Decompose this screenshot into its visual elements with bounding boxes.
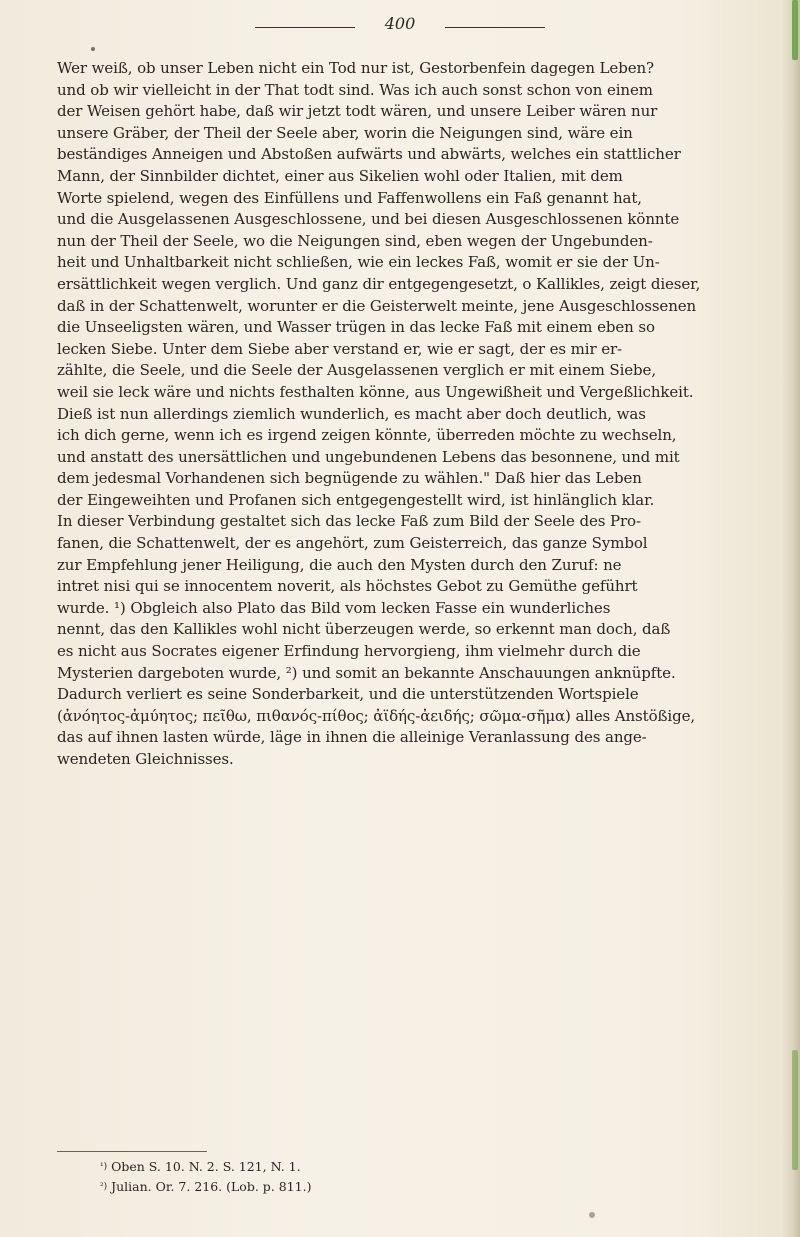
margin-tab-mark-bottom [792, 1050, 798, 1170]
footnote-text: Oben S. 10. N. 2. S. 121, N. 1. [111, 1159, 301, 1174]
text-line: (ἀνόητος-ἀμύητος; πεῖθω, πιθανός-πίθος; ἀϊδής-ἀειδής; σῶμα-σῆμα) alles Anstößige, [57, 706, 696, 725]
text-line: daß in der Schattenwelt, worunter er die Geisterwelt meinte, jene Ausgeschlossenen [57, 296, 697, 315]
text-line: es nicht aus Socrates eigener Erfindung hervorgieng, ihm vielmehr durch die [57, 642, 641, 661]
text-line: wurde. ¹) Obgleich also Plato das Bild vom lecken Fasse ein wunderliches [57, 598, 611, 617]
text-line: Mysterien dargeboten wurde, ²) und somit an bekannte Anschauungen anknüpfte. [57, 663, 676, 682]
text-line: Dieß ist nun allerdings ziemlich wunderlich, es macht aber doch deutlich, was [57, 404, 646, 423]
text-line: zur Empfehlung jener Heiligung, die auch den Mysten durch den Zuruf: ne [57, 555, 622, 574]
text-line: der Eingeweihten und Profanen sich entgegengestellt wird, ist hinlänglich klar. [57, 490, 655, 509]
body-text [57, 58, 790, 771]
text-line: und die Ausgelassenen Ausgeschlossene, und bei diesen Ausgeschlossenen könnte [57, 210, 680, 229]
text-line: das auf ihnen lasten würde, läge in ihnen die alleinige Veranlassung des ange- [57, 728, 647, 747]
text-line: fanen, die Schattenwelt, der es angehört, zum Geisterreich, das ganze Symbol [57, 534, 648, 553]
text-line: weil sie leck wäre und nichts festhalten könne, aus Ungewißheit und Vergeßlichkeit. [57, 382, 694, 401]
footnote-mark: ¹) [100, 1162, 108, 1172]
text-line: In dieser Verbindung gestaltet sich das lecke Faß zum Bild der Seele des Pro- [57, 512, 641, 531]
text-line: wendeten Gleichnisses. [57, 750, 234, 768]
ink-speck [589, 1212, 595, 1218]
footnote-1 [100, 1157, 700, 1177]
text-line: beständiges Anneigen und Abstoßen aufwärts und abwärts, welches ein stattlicher [57, 145, 681, 164]
footnote-mark: ²) [100, 1182, 108, 1192]
text-line: Dadurch verliert es seine Sonderbarkeit, und die unterstützenden Wortspiele [57, 685, 639, 704]
footnote-text: Julian. Or. 7. 216. (Lob. p. 811.) [111, 1179, 312, 1194]
text-line: und anstatt des unersättlichen und ungebundenen Lebens das besonnene, und mit [57, 447, 680, 466]
text-line: unsere Gräber, der Theil der Seele aber, worin die Neigungen sind, wäre ein [57, 123, 633, 142]
ink-speck [91, 47, 95, 51]
text-line: lecken Siebe. Unter dem Siebe aber verstand er, wie er sagt, der es mir er- [57, 339, 623, 358]
text-line: nun der Theil der Seele, wo die Neigungen sind, eben wegen der Ungebunden- [57, 231, 653, 250]
header-rule-right [445, 27, 545, 28]
text-line: Wer weiß, ob unser Leben nicht ein Tod nur ist, Gestorbenfein dagegen Leben? [57, 59, 654, 77]
page-number: 400 [384, 14, 416, 33]
text-line: der Weisen gehört habe, daß wir jetzt todt wären, und unsere Leiber wären nur [57, 102, 658, 121]
text-line: Worte spielend, wegen des Einfüllens und Faffenwollens ein Faß genannt hat, [57, 188, 642, 207]
text-line: heit und Unhaltbarkeit nicht schließen, wie ein leckes Faß, womit er sie der Un- [57, 253, 660, 272]
header-rule-left [255, 27, 355, 28]
text-line: zählte, die Seele, und die Seele der Ausgelassenen verglich er mit einem Siebe, [57, 361, 656, 380]
text-line: die Unseeligsten wären, und Wasser trügen in das lecke Faß mit einem eben so [57, 318, 655, 337]
text-line: ich dich gerne, wenn ich es irgend zeigen könnte, überreden möchte zu wechseln, [57, 426, 677, 445]
text-line: Mann, der Sinnbilder dichtet, einer aus Sikelien wohl oder Italien, mit dem [57, 166, 623, 185]
footnote-separator [57, 1151, 207, 1152]
text-line: ersättlichkeit wegen verglich. Und ganz dir entgegengesetzt, o Kallikles, zeigt dieser, [57, 274, 701, 293]
text-line: nennt, das den Kallikles wohl nicht überzeugen werde, so erkennt man doch, daß [57, 620, 671, 639]
footnotes [100, 1157, 700, 1197]
text-line: intret nisi qui se innocentem noverit, als höchstes Gebot zu Gemüthe geführt [57, 577, 638, 596]
text-line: und ob wir vielleicht in der That todt sind. Was ich auch sonst schon von einem [57, 80, 653, 99]
footnote-2 [100, 1177, 700, 1197]
text-line: dem jedesmal Vorhandenen sich begnügende zu wählen." Daß hier das Leben [57, 469, 642, 488]
running-header [0, 12, 800, 42]
